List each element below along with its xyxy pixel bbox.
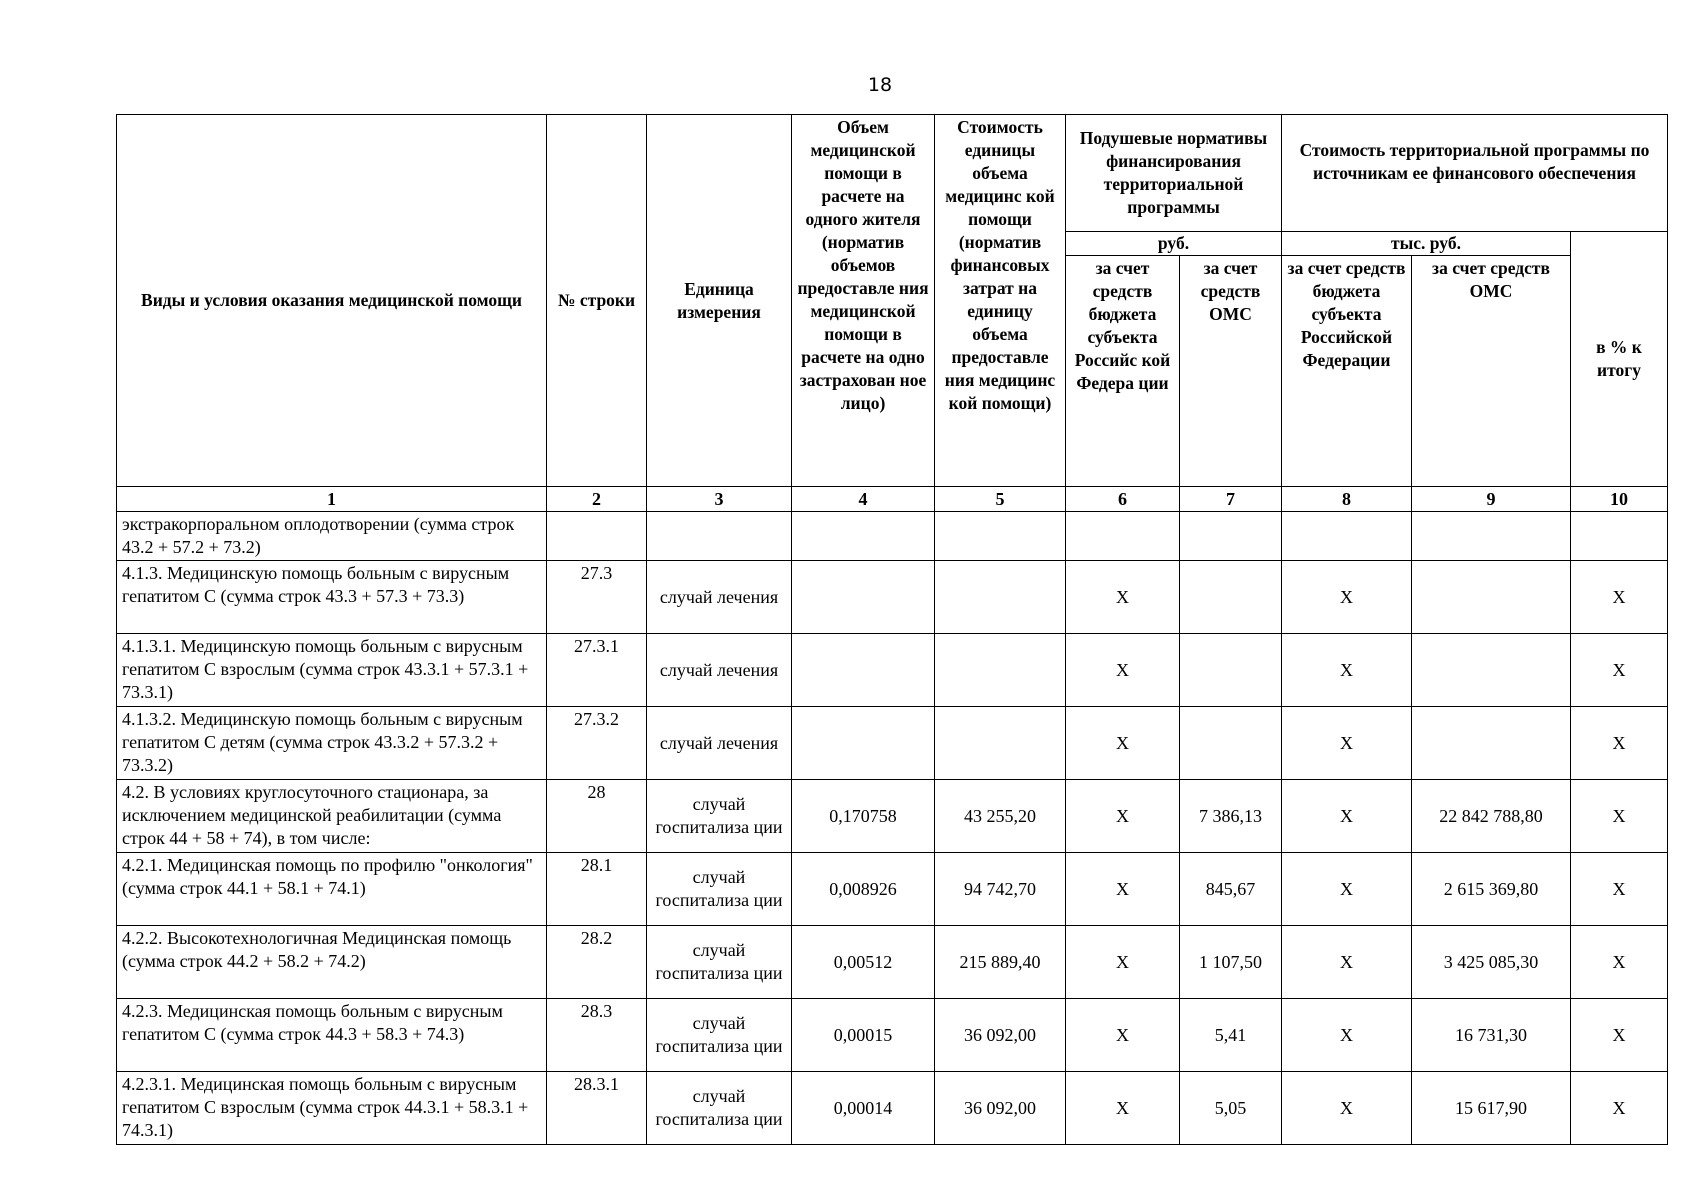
unit-cell: случай лечения <box>647 561 792 634</box>
row-name-cell: 4.2. В условиях круглосуточного стационара, за исключением медицинской реабилитации (сумма строк 44 + 58 + 74), в том числе: <box>117 780 547 853</box>
header-budget-per-capita: за счет средств бюджета субъекта Российс кой Федера ции <box>1066 256 1180 487</box>
volume-cell: 0,170758 <box>792 780 935 853</box>
volume-cell: 0,00014 <box>792 1072 935 1145</box>
percent-cell: Х <box>1571 999 1668 1072</box>
budget-cost-cell: Х <box>1282 999 1412 1072</box>
volume-cell <box>792 634 935 707</box>
unit-cost-cell <box>935 512 1066 561</box>
row-number-cell: 27.3.2 <box>547 707 647 780</box>
header-oms-per-capita: за счет средств ОМС <box>1180 256 1282 487</box>
table-row <box>117 780 1668 853</box>
budget-cost-cell: Х <box>1282 561 1412 634</box>
header-percent-of-total: в % к итогу <box>1571 232 1668 487</box>
header-volume-per-resident: Объем медицинской помощи в расчете на одного жителя (норматив объемов предоставле ния медицинской помощи в расчете на одно застрахован ное лицо) <box>792 115 935 487</box>
column-number: 10 <box>1571 487 1668 512</box>
row-number-cell: 27.3.1 <box>547 634 647 707</box>
oms-cost-cell <box>1412 707 1571 780</box>
percent-cell: Х <box>1571 1072 1668 1145</box>
unit-cost-cell: 94 742,70 <box>935 853 1066 926</box>
unit-cost-cell <box>935 561 1066 634</box>
budget-cost-cell: Х <box>1282 1072 1412 1145</box>
unit-cell: случай госпитализа ции <box>647 926 792 999</box>
header-unit-rub: руб. <box>1066 232 1282 256</box>
percent-cell: Х <box>1571 780 1668 853</box>
header-unit-cost: Стоимость единицы объема медицинс кой помощи (норматив финансовых затрат на единицу объема предоставле ния медицинс кой помощи) <box>935 115 1066 487</box>
row-number-cell: 28.3 <box>547 999 647 1072</box>
row-number-cell: 28 <box>547 780 647 853</box>
volume-cell <box>792 707 935 780</box>
column-number: 5 <box>935 487 1066 512</box>
percent-cell: Х <box>1571 707 1668 780</box>
unit-cost-cell: 36 092,00 <box>935 999 1066 1072</box>
page-number: 18 <box>867 74 893 96</box>
oms-per-capita-cell: 845,67 <box>1180 853 1282 926</box>
unit-cost-cell: 43 255,20 <box>935 780 1066 853</box>
budget-per-capita-cell: Х <box>1066 780 1180 853</box>
budget-cost-cell <box>1282 512 1412 561</box>
table-row <box>117 926 1668 999</box>
row-number-cell <box>547 512 647 561</box>
unit-cost-cell <box>935 707 1066 780</box>
row-name-cell: 4.2.1. Медицинская помощь по профилю "онкология" (сумма строк 44.1 + 58.1 + 74.1) <box>117 853 547 926</box>
header-unit: Единица измерения <box>647 115 792 487</box>
row-name-cell: 4.1.3.2. Медицинскую помощь больным с вирусным гепатитом С детям (сумма строк 43.3.2 + 57.3.2 + 73.3.2) <box>117 707 547 780</box>
volume-cell: 0,008926 <box>792 853 935 926</box>
oms-cost-cell: 22 842 788,80 <box>1412 780 1571 853</box>
oms-per-capita-cell <box>1180 512 1282 561</box>
percent-cell: Х <box>1571 634 1668 707</box>
oms-cost-cell: 3 425 085,30 <box>1412 926 1571 999</box>
unit-cell: случай лечения <box>647 634 792 707</box>
oms-per-capita-cell: 5,05 <box>1180 1072 1282 1145</box>
column-number: 3 <box>647 487 792 512</box>
oms-cost-cell: 15 617,90 <box>1412 1072 1571 1145</box>
budget-per-capita-cell: Х <box>1066 926 1180 999</box>
unit-cost-cell: 215 889,40 <box>935 926 1066 999</box>
oms-per-capita-cell <box>1180 561 1282 634</box>
table-row <box>117 853 1668 926</box>
oms-per-capita-cell: 1 107,50 <box>1180 926 1282 999</box>
header-per-capita-group: Подушевые нормативы финансирования территориальной программы <box>1066 115 1282 232</box>
budget-per-capita-cell: Х <box>1066 707 1180 780</box>
budget-cost-cell: Х <box>1282 634 1412 707</box>
column-number: 7 <box>1180 487 1282 512</box>
column-number: 9 <box>1412 487 1571 512</box>
oms-per-capita-cell <box>1180 707 1282 780</box>
row-number-cell: 27.3 <box>547 561 647 634</box>
oms-per-capita-cell <box>1180 634 1282 707</box>
row-number-cell: 28.1 <box>547 853 647 926</box>
oms-per-capita-cell: 7 386,13 <box>1180 780 1282 853</box>
volume-cell: 0,00015 <box>792 999 935 1072</box>
table-row <box>117 512 1668 561</box>
oms-cost-cell: 16 731,30 <box>1412 999 1571 1072</box>
row-name-cell: 4.2.2. Высокотехнологичная Медицинская помощь (сумма строк 44.2 + 58.2 + 74.2) <box>117 926 547 999</box>
percent-cell <box>1571 512 1668 561</box>
unit-cell: случай лечения <box>647 707 792 780</box>
unit-cost-cell: 36 092,00 <box>935 1072 1066 1145</box>
volume-cell: 0,00512 <box>792 926 935 999</box>
unit-cell: случай госпитализа ции <box>647 1072 792 1145</box>
volume-cell <box>792 512 935 561</box>
unit-cell: случай госпитализа ции <box>647 780 792 853</box>
row-number-cell: 28.3.1 <box>547 1072 647 1145</box>
row-name-cell: 4.1.3. Медицинскую помощь больным с вирусным гепатитом С (сумма строк 43.3 + 57.3 + 73.3) <box>117 561 547 634</box>
unit-cell <box>647 512 792 561</box>
column-number: 6 <box>1066 487 1180 512</box>
header-program-cost-group: Стоимость территориальной программы по источникам ее финансового обеспечения <box>1282 115 1668 232</box>
budget-cost-cell: Х <box>1282 707 1412 780</box>
row-number-cell: 28.2 <box>547 926 647 999</box>
row-name-cell: 4.2.3.1. Медицинская помощь больным с вирусным гепатитом С взрослым (сумма строк 44.3.1 + 58.3.1 + 74.3.1) <box>117 1072 547 1145</box>
oms-cost-cell <box>1412 634 1571 707</box>
budget-cost-cell: Х <box>1282 926 1412 999</box>
unit-cell: случай госпитализа ции <box>647 853 792 926</box>
oms-cost-cell <box>1412 512 1571 561</box>
budget-per-capita-cell <box>1066 512 1180 561</box>
budget-per-capita-cell: Х <box>1066 999 1180 1072</box>
budget-per-capita-cell: Х <box>1066 1072 1180 1145</box>
header-oms-cost: за счет средств ОМС <box>1412 256 1571 487</box>
table-row <box>117 634 1668 707</box>
percent-cell: Х <box>1571 853 1668 926</box>
unit-cost-cell <box>935 634 1066 707</box>
oms-per-capita-cell: 5,41 <box>1180 999 1282 1072</box>
header-row-number: № строки <box>547 115 647 487</box>
column-number: 4 <box>792 487 935 512</box>
budget-per-capita-cell: Х <box>1066 634 1180 707</box>
percent-cell: Х <box>1571 561 1668 634</box>
table-row <box>117 1072 1668 1145</box>
medical-care-cost-table <box>116 114 1668 1145</box>
column-numbers-row <box>117 487 1668 512</box>
table-row <box>117 561 1668 634</box>
row-name-cell: 4.1.3.1. Медицинскую помощь больным с вирусным гепатитом С взрослым (сумма строк 43.3.1 + 57.3.1 + 73.3.1) <box>117 634 547 707</box>
row-name-cell: экстракорпоральном оплодотворении (сумма строк 43.2 + 57.2 + 73.2) <box>117 512 547 561</box>
table-row <box>117 999 1668 1072</box>
unit-cell: случай госпитализа ции <box>647 999 792 1072</box>
column-number: 8 <box>1282 487 1412 512</box>
column-number: 1 <box>117 487 547 512</box>
header-unit-thousand-rub: тыс. руб. <box>1282 232 1571 256</box>
volume-cell <box>792 561 935 634</box>
budget-cost-cell: Х <box>1282 780 1412 853</box>
percent-cell: Х <box>1571 926 1668 999</box>
budget-per-capita-cell: Х <box>1066 853 1180 926</box>
header-care-type: Виды и условия оказания медицинской помощи <box>117 115 547 487</box>
oms-cost-cell: 2 615 369,80 <box>1412 853 1571 926</box>
budget-cost-cell: Х <box>1282 853 1412 926</box>
table-row <box>117 707 1668 780</box>
header-budget-cost: за счет средств бюджета субъекта Российской Федерации <box>1282 256 1412 487</box>
budget-per-capita-cell: Х <box>1066 561 1180 634</box>
row-name-cell: 4.2.3. Медицинская помощь больным с вирусным гепатитом С (сумма строк 44.3 + 58.3 + 74.3) <box>117 999 547 1072</box>
column-number: 2 <box>547 487 647 512</box>
oms-cost-cell <box>1412 561 1571 634</box>
